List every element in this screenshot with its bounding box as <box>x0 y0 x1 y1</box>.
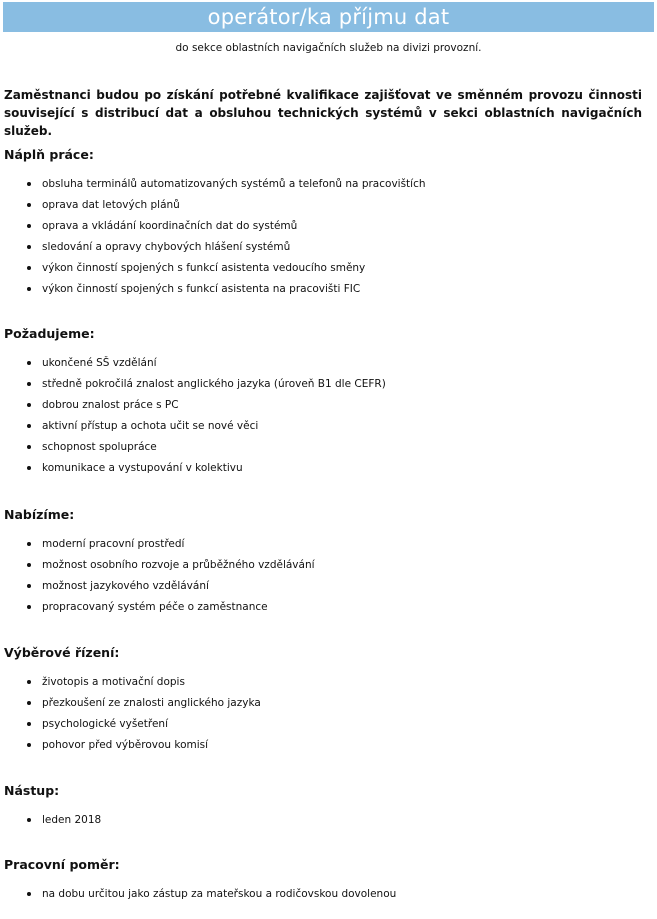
list-item-text: životopis a motivační dopis <box>42 676 185 688</box>
section-nabizime <box>4 507 644 613</box>
section-vyberove-rizeni <box>4 645 644 751</box>
bullet-icon <box>27 445 31 449</box>
bullet-icon <box>27 466 31 470</box>
bullet-icon <box>27 403 31 407</box>
title-banner <box>3 2 654 32</box>
list-item-text: aktivní přístup a ochota učit se nové věci <box>42 420 259 432</box>
bullet-icon <box>27 818 31 822</box>
section-heading: Pracovní poměr: <box>4 857 120 872</box>
list-item-text: možnost jazykového vzdělávání <box>42 580 209 592</box>
list-item-text: výkon činností spojených s funkcí asistenta na pracovišti FIC <box>42 283 361 295</box>
bullet-icon <box>27 542 31 546</box>
list-item-text: na dobu určitou jako zástup za mateřskou a rodičovskou dovolenou <box>42 888 397 900</box>
bullet-icon <box>27 287 31 291</box>
list-item-text: dobrou znalost práce s PC <box>42 399 179 411</box>
bullet-icon <box>27 382 31 386</box>
bullet-icon <box>27 892 31 896</box>
bullet-icon <box>27 743 31 747</box>
page-subtitle: do sekce oblastních navigačních služeb na divizi provozní. <box>175 42 482 54</box>
intro-paragraph: Zaměstnanci budou po získání potřebné kvalifikace zajišťovat ve směnném provozu činnosti související s distribucí dat a obsluhou technických systémů v sekci oblastních navigačních služeb. <box>4 88 642 138</box>
section-pracovni-pomer <box>4 857 644 900</box>
section-heading: Náplň práce: <box>4 147 94 162</box>
section-nastup <box>4 783 644 826</box>
bullet-icon <box>27 266 31 270</box>
bullet-icon <box>27 563 31 567</box>
section-heading: Nástup: <box>4 783 60 798</box>
section-heading: Nabízíme: <box>4 507 75 522</box>
bullet-icon <box>27 182 31 186</box>
bullet-icon <box>27 203 31 207</box>
list-item-text: obsluha terminálů automatizovaných systémů a telefonů na pracovištích <box>42 178 426 190</box>
bullet-icon <box>27 361 31 365</box>
bullet-icon <box>27 605 31 609</box>
bullet-icon <box>27 722 31 726</box>
bullet-icon <box>27 584 31 588</box>
list-item-text: komunikace a vystupování v kolektivu <box>42 462 243 474</box>
list-item-text: psychologické vyšetření <box>42 718 168 730</box>
list-item-text: pohovor před výběrovou komisí <box>42 739 209 751</box>
list-item-text: středně pokročilá znalost anglického jazyka (úroveň B1 dle CEFR) <box>42 378 386 390</box>
section-pozadujeme <box>4 326 644 474</box>
list-item-text: oprava dat letových plánů <box>42 199 180 211</box>
list-item-text: přezkoušení ze znalosti anglického jazyka <box>42 697 261 709</box>
section-heading: Výběrové řízení: <box>4 645 120 660</box>
list-item-text: moderní pracovní prostředí <box>42 538 185 550</box>
section-heading: Požadujeme: <box>4 326 95 341</box>
bullet-icon <box>27 680 31 684</box>
list-item-text: oprava a vkládání koordinačních dat do systémů <box>42 220 298 232</box>
page-title: operátor/ka příjmu dat <box>207 5 450 29</box>
list-item-text: propracovaný systém péče o zaměstnance <box>42 601 268 613</box>
list-item-text: sledování a opravy chybových hlášení systémů <box>42 241 291 253</box>
list-item-text: schopnost spolupráce <box>42 441 157 453</box>
bullet-icon <box>27 424 31 428</box>
bullet-icon <box>27 245 31 249</box>
bullet-icon <box>27 224 31 228</box>
list-item-text: možnost osobního rozvoje a průběžného vzdělávání <box>42 559 315 571</box>
list-item-text: výkon činností spojených s funkcí asistenta vedoucího směny <box>42 262 366 274</box>
bullet-icon <box>27 701 31 705</box>
section-napln-prace <box>4 147 644 295</box>
list-item-text: leden 2018 <box>42 814 102 826</box>
list-item-text: ukončené SŠ vzdělání <box>42 357 157 369</box>
